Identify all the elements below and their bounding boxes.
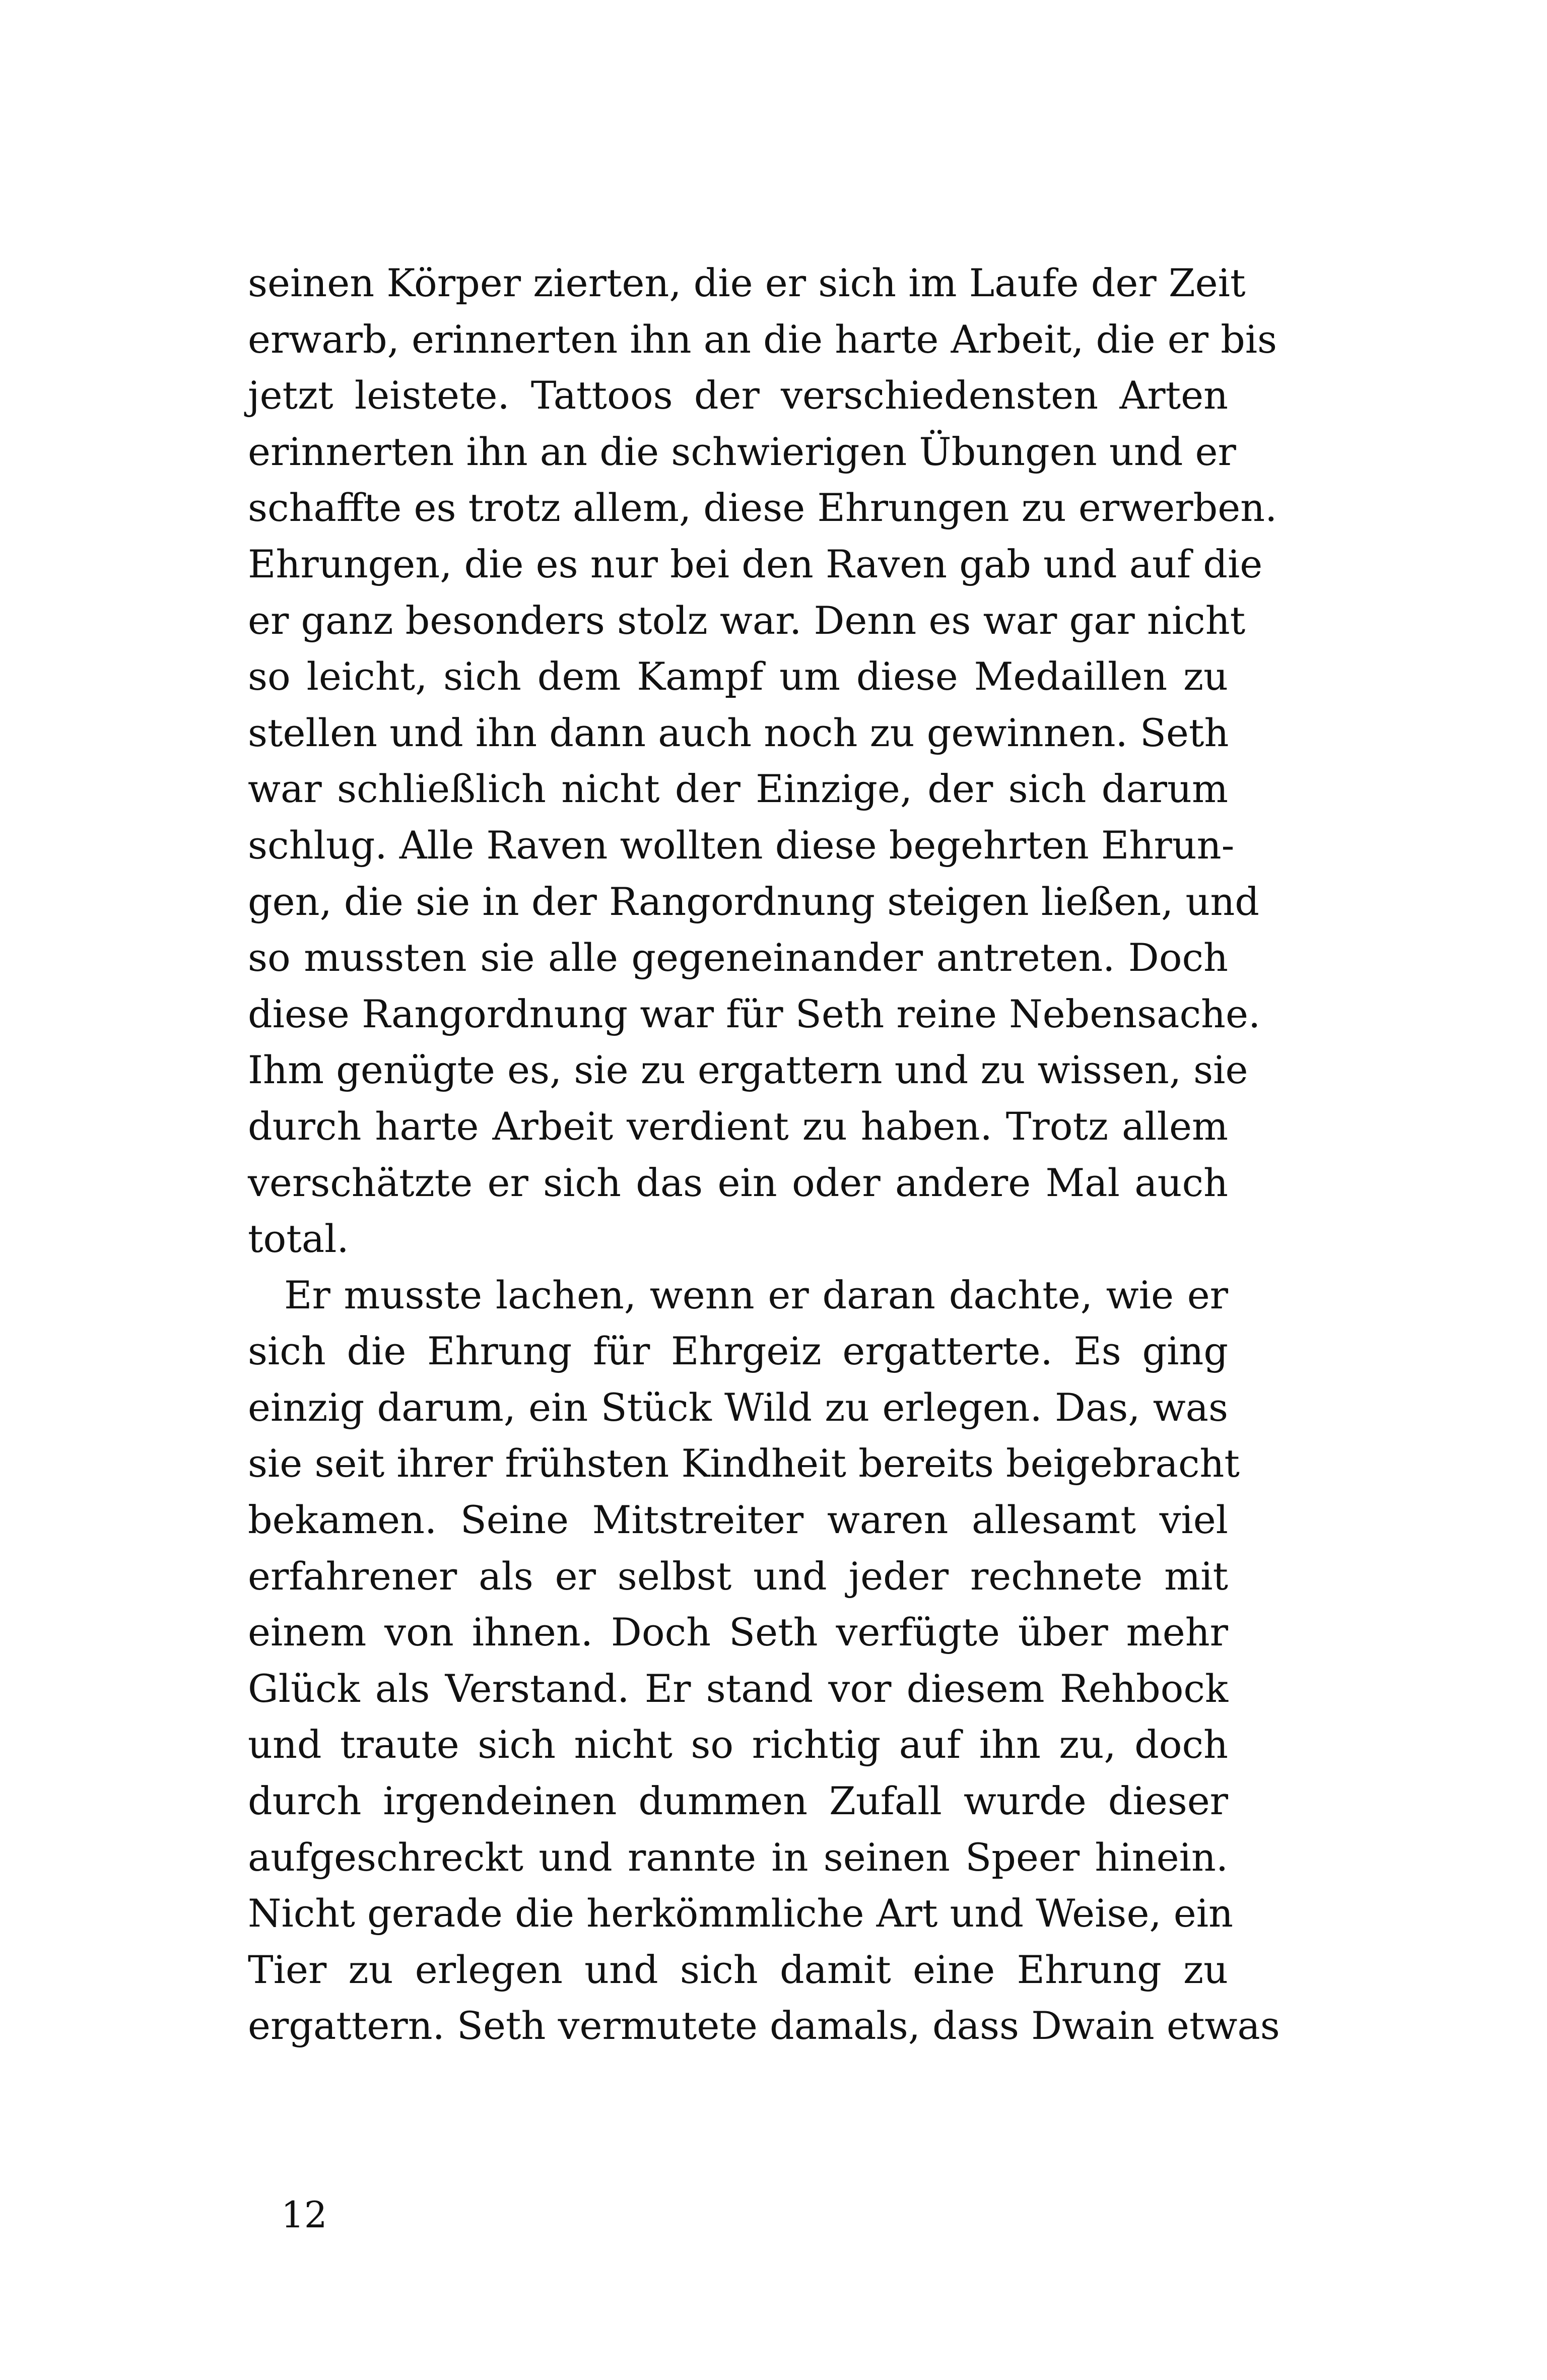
text-line: Ehrungen, die es nur bei den Raven gab und auf die [248,541,1263,586]
text-line: und traute sich nicht so richtig auf ihn zu, doch [248,1722,1228,1767]
text-line: Er musste lachen, wenn er daran dachte, wie er [284,1272,1228,1317]
text-line: diese Rangordnung war für Seth reine Nebensache. [248,991,1261,1036]
text-line: durch irgendeinen dummen Zufall wurde dieser [248,1778,1228,1824]
text-line: jetzt leistete. Tattoos der verschiedensten Arten [248,373,1228,418]
text-line: ergattern. Seth vermutete damals, dass Dwain etwas [248,2003,1280,2048]
text-line: bekamen. Seine Mitstreiter waren allesamt viel [248,1497,1228,1543]
text-line: erwarb, erinnerten ihn an die harte Arbeit, die er bis [248,316,1277,362]
text-line: aufgeschreckt und rannte in seinen Speer hinein. [248,1834,1228,1880]
text-line: einzig darum, ein Stück Wild zu erlegen. Das, was [248,1384,1228,1430]
text-line: verschätzte er sich das ein oder andere Mal auch [248,1160,1228,1205]
text-line: Tier zu erlegen und sich damit eine Ehrung zu [248,1947,1228,1992]
text-line: gen, die sie in der Rangordnung steigen ließen, und [248,879,1259,924]
body-text [248,255,1280,2054]
text-line: so mussten sie alle gegeneinander antreten. Doch [248,935,1228,980]
text-line: Glück als Verstand. Er stand vor diesem Rehbock [248,1666,1228,1711]
text-line: war schließlich nicht der Einzige, der sich darum [248,766,1228,812]
text-line: er ganz besonders stolz war. Denn es war gar nicht [248,598,1246,643]
text-line: seinen Körper zierten, die er sich im Laufe der Zeit [248,260,1246,305]
text-line: sich die Ehrung für Ehrgeiz ergatterte. Es ging [248,1329,1228,1374]
text-line: Ihm genügte es, sie zu ergattern und zu wissen, sie [248,1047,1248,1093]
page-number: 12 [281,2194,327,2236]
text-line: Nicht gerade die herkömmliche Art und Weise, ein [248,1891,1233,1936]
text-line: erinnerten ihn an die schwierigen Übungen und er [248,429,1236,474]
text-line: schaffte es trotz allem, diese Ehrungen zu erwerben. [248,485,1277,531]
text-line: schlug. Alle Raven wollten diese begehrten Ehrun- [248,822,1235,868]
text-line: total. [248,1216,349,1262]
text-line: sie seit ihrer frühsten Kindheit bereits beigebracht [248,1441,1240,1486]
text-line: erfahrener als er selbst und jeder rechnete mit [248,1553,1228,1599]
text-line: stellen und ihn dann auch noch zu gewinnen. Seth [248,710,1229,755]
text-line: einem von ihnen. Doch Seth verfügte über mehr [248,1610,1228,1655]
text-line: durch harte Arbeit verdient zu haben. Trotz allem [248,1103,1228,1149]
text-line: so leicht, sich dem Kampf um diese Medaillen zu [248,654,1228,699]
